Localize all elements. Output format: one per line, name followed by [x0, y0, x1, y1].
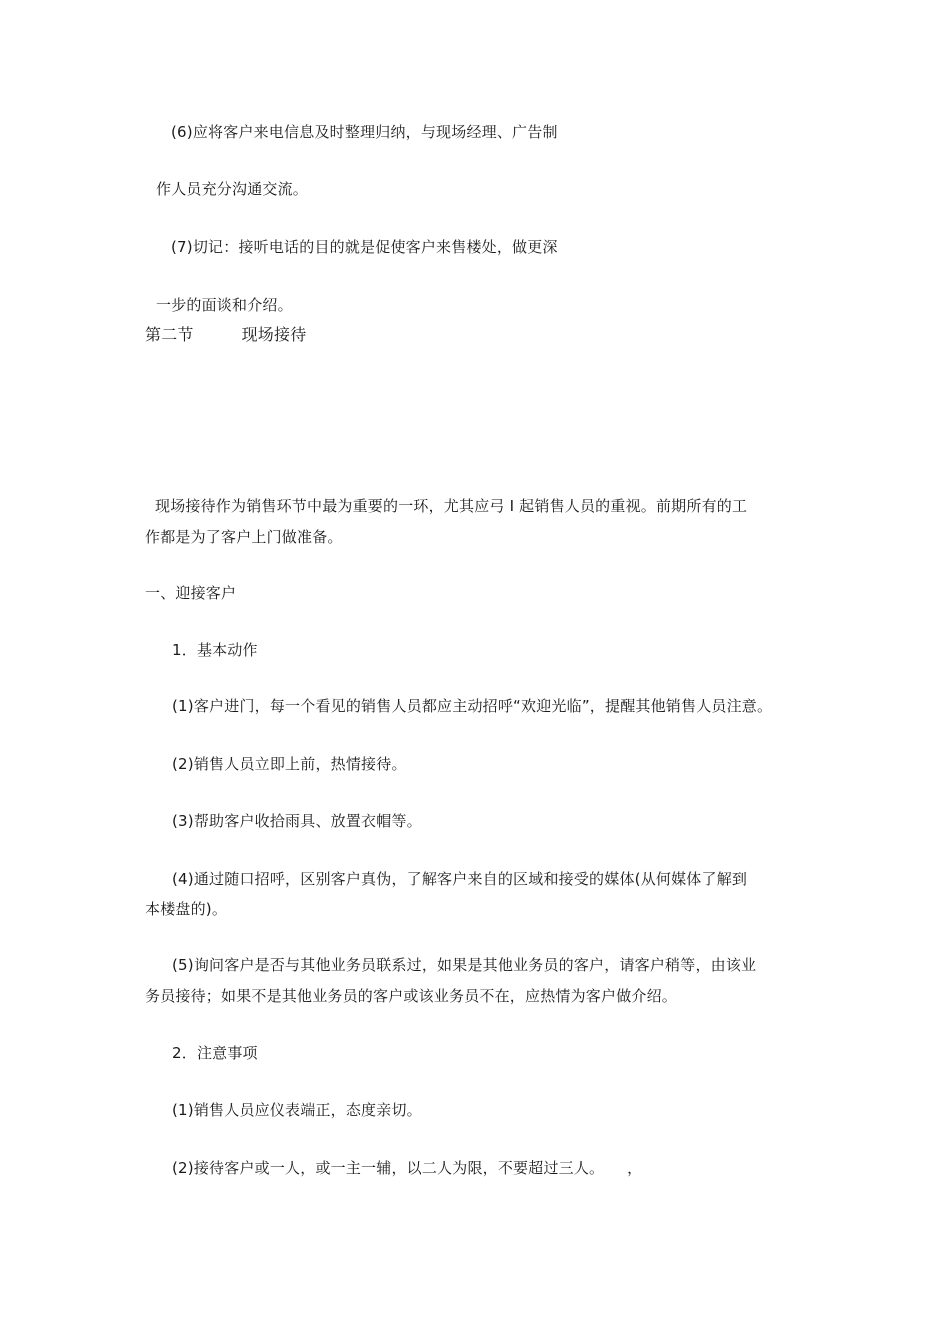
- item-heading: 1．基本动作: [172, 641, 258, 659]
- paragraph-line: (4)通过随口招呼，区别客户真伪，了解客户来自的区域和接受的媒体(从何媒体了解到: [172, 870, 748, 888]
- paragraph-line: (2)销售人员立即上前，热情接待。: [172, 755, 407, 773]
- subsection-heading: 一、迎接客户: [145, 584, 237, 602]
- section-title: 现场接待: [241, 325, 307, 344]
- paragraph-line: (5)询问客户是否与其他业务员联系过，如果是其他业务员的客户，请客户稍等，由该业: [172, 956, 757, 974]
- item-heading: 2．注意事项: [172, 1044, 258, 1062]
- paragraph-line: (3)帮助客户收拾雨具、放置衣帽等。: [172, 812, 422, 830]
- paragraph-line: (1)销售人员应仪表端正，态度亲切。: [172, 1101, 422, 1119]
- paragraph-line: 作都是为了客户上门做准备。: [145, 528, 343, 546]
- paragraph-line: (2)接待客户或一人，或一主一辅，以二人为限，不要超过三人。 ，: [172, 1159, 643, 1177]
- paragraph-line: 本楼盘的)。: [145, 900, 228, 918]
- paragraph-line: (6)应将客户来电信息及时整理归纳，与现场经理、广告制: [171, 123, 558, 141]
- paragraph-line: (1)客户进门，每一个看见的销售人员都应主动招呼“欢迎光临”，提醒其他销售人员注意。: [172, 697, 773, 715]
- section-number: 第二节: [145, 325, 194, 344]
- paragraph-line: (7)切记：接听电话的目的就是促使客户来售楼处，做更深: [171, 238, 558, 256]
- paragraph-line: 作人员充分沟通交流。: [156, 180, 309, 198]
- paragraph-line: 务员接待；如果不是其他业务员的客户或该业务员不在，应热情为客户做介绍。: [145, 987, 678, 1005]
- section-heading: [145, 325, 306, 345]
- paragraph-line: 一步的面谈和介绍。: [156, 296, 293, 314]
- paragraph-line: 现场接待作为销售环节中最为重要的一环，尤其应弓 I 起销售人员的重视。前期所有的工: [155, 497, 748, 515]
